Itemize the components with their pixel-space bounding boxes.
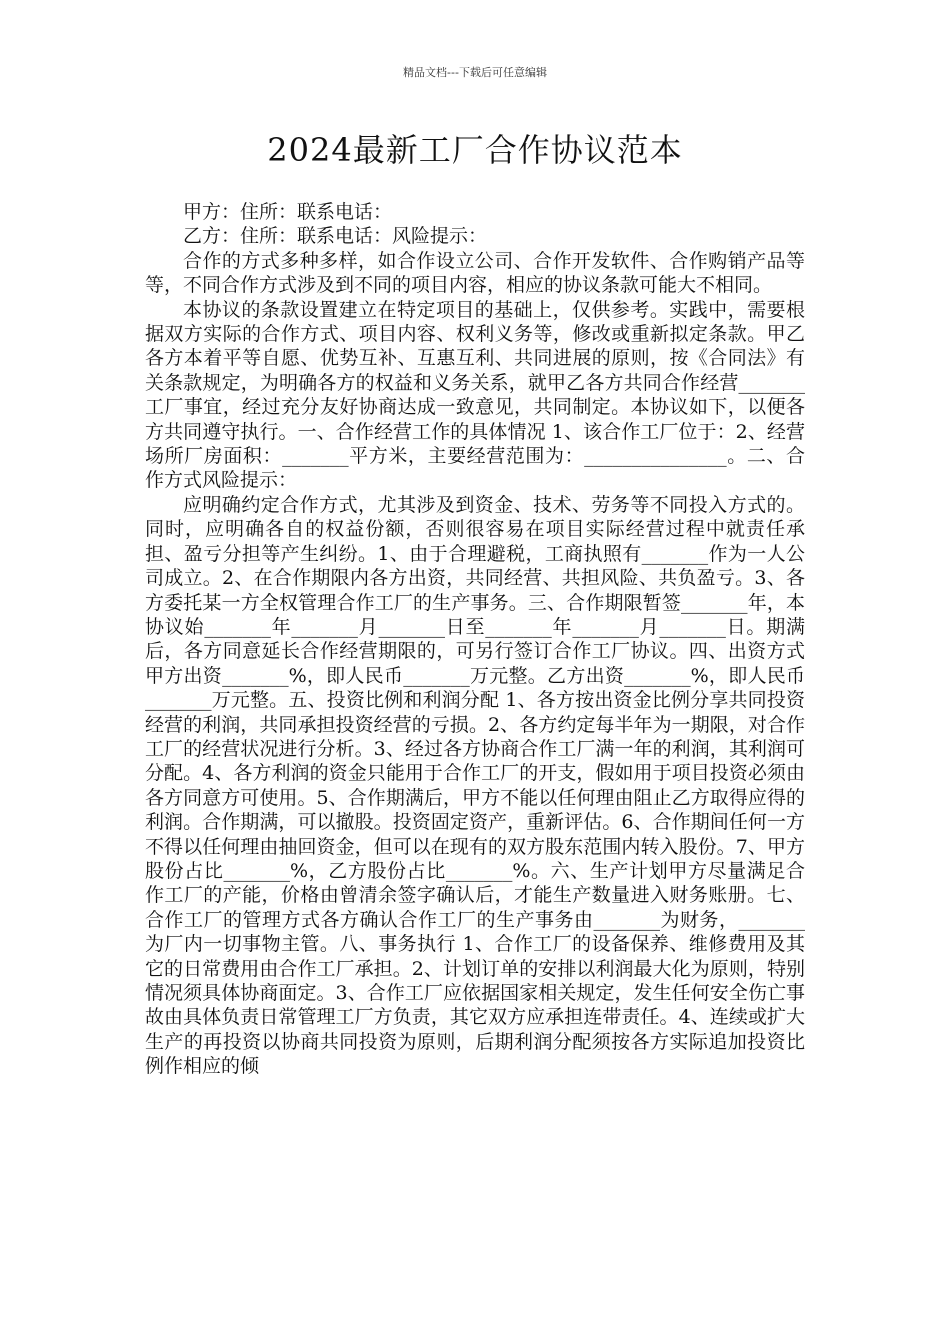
document-title: 2024最新工厂合作协议范本 bbox=[267, 131, 683, 169]
document-body bbox=[145, 200, 805, 1079]
header-note: 精品文档---下载后可任意编辑 bbox=[403, 66, 547, 79]
paragraph-agreement-terms: 本协议的条款设置建立在特定项目的基础上，仅供参考。实践中，需要根据双方实际的合作方式、项目内容、权利义务等，修改或重新拟定条款。甲乙各方本着平等自愿、优势互补、互惠互利、共同进展的原则，按《合同法》有关条款规定，为明确各方的权益和义务关系，就甲乙各方共同合作经营_______工厂事宜，经过充分友好协商达成一致意见，共同制定。本协议如下，以便各方共同遵守执行。一、合作经营工作的具体情况 1、该合作工厂位于：2、经营场所厂房面积：_______平方米，主要经营范围为：_______________。二、合作方式风险提示： bbox=[145, 298, 805, 492]
paragraph-cooperation-methods: 合作的方式多种多样，如合作设立公司、合作开发软件、合作购销产品等等，不同合作方式涉及到不同的项目内容，相应的协议条款可能大不相同。 bbox=[145, 249, 805, 297]
party-a-line: 甲方：住所：联系电话： bbox=[183, 201, 393, 223]
party-b-line: 乙方：住所：联系电话：风险提示： bbox=[183, 225, 488, 248]
paragraph-cooperation-details: 应明确约定合作方式，尤其涉及到资金、技术、劳务等不同投入方式的。同时，应明确各自的权益份额，否则很容易在项目实际经营过程中就责任承担、盈亏分担等产生纠纷。1、由于合理避税，工商执照有_______作为一人公司成立。2、在合作期限内各方出资，共同经营、共担风险、共负盈亏。3、各方委托某一方全权管理合作工厂的生产事务。三、合作期限暂签_______年，本协议始_______年_______月_______日至_______年_______月_______日。期满后，各方同意延长合作经营期限的，可另行签订合作工厂协议。四、出资方式甲方出资_______%，即人民币_______万元整。乙方出资_______%，即人民币_______万元整。五、投资比例和利润分配 1、各方按出资金比例分享共同投资经营的利润，共同承担投资经营的亏损。2、各方约定每半年为一期限，对合作工厂的经营状况进行分析。3、经过各方协商合作工厂满一年的利润，其利润可分配。4、各方利润的资金只能用于合作工厂的开支，假如用于项目投资必须由各方同意方可使用。5、合作期满后，甲方不能以任何理由阻止乙方取得应得的利润。合作期满，可以撤股。投资固定资产，重新评估。6、合作期间任何一方不得以任何理由抽回资金，但可以在现有的双方股东范围内转入股份。7、甲方股份占比_______%，乙方股份占比_______%。六、生产计划甲方尽量满足合作工厂的产能，价格由曾清余签字确认后，才能生产数量进入财务账册。七、合作工厂的管理方式各方确认合作工厂的生产事务由_______为财务，_______为厂内一切事物主管。八、事务执行 1、合作工厂的设备保养、维修费用及其它的日常费用由合作工厂承担。2、计划订单的安排以利润最大化为原则，特别情况须具体协商面定。3、合作工厂应依据国家相关规定，发生任何安全伤亡事故由具体负责日常管理工厂方负责，其它双方应承担连带责任。4、连续或扩大生产的再投资以协商共同投资为原则，后期利润分配须按各方实际追加投资比例作相应的倾 bbox=[145, 493, 805, 1078]
